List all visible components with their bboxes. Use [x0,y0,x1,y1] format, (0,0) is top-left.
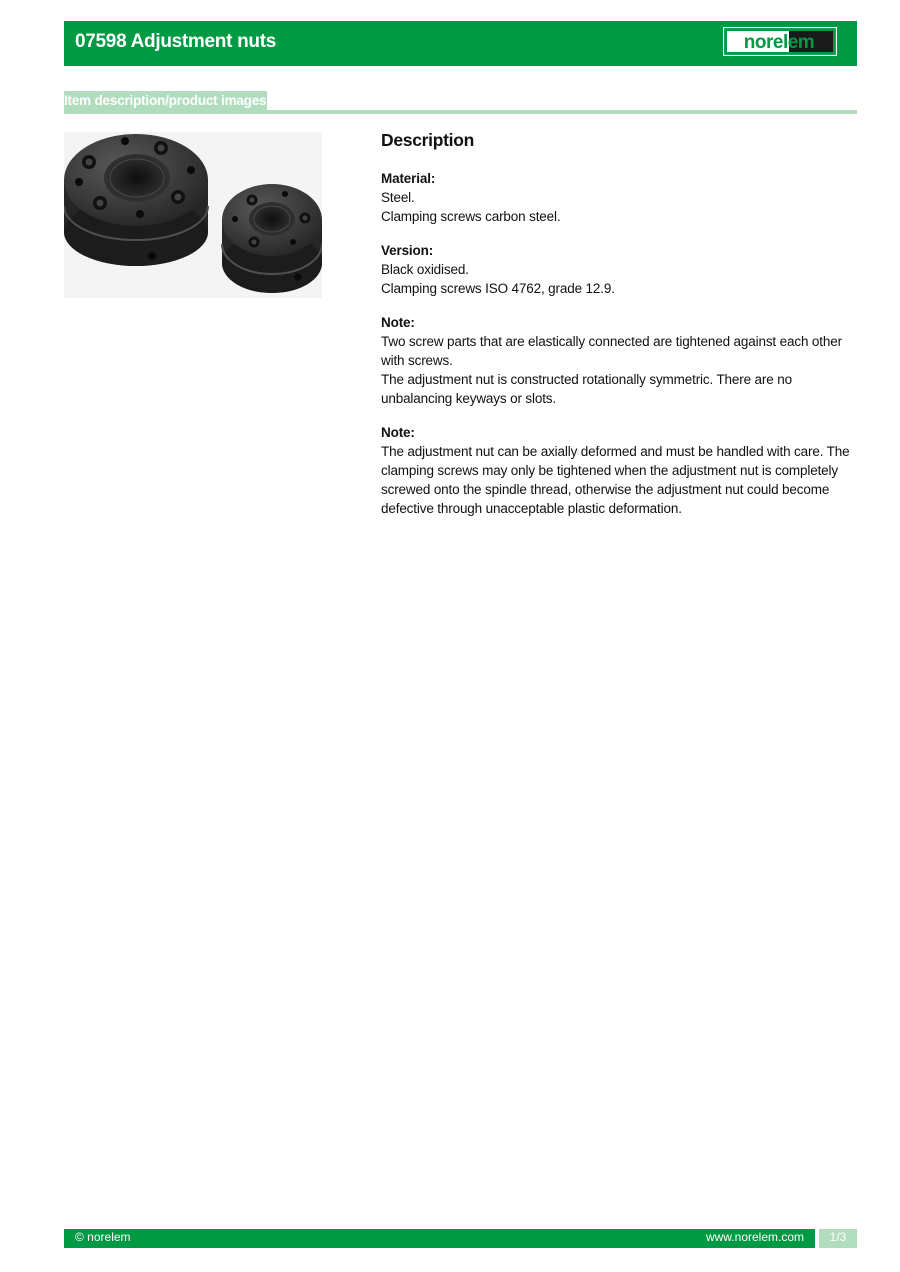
copyright-text: © norelem [75,1230,131,1244]
website-link[interactable]: www.norelem.com [705,1230,804,1244]
description-panel [381,128,857,533]
section-divider [64,110,857,114]
footer-bar [64,1229,815,1248]
section-header [64,91,857,114]
note-block [381,313,857,408]
logo-text: norelem [743,32,815,53]
block-line: The adjustment nut can be axially deformed and must be handled with care. The clamping screws may only be tightened when the adjustment nut is completely screwed onto the spindle thread, otherwise the adjustment nut could become defective through unacceptable plastic deformation. [381,444,850,516]
note-block-2 [381,423,857,518]
block-line: Clamping screws ISO 4762, grade 12.9. [381,281,615,296]
page-title: 07598 Adjustment nuts [75,31,276,52]
small-adjustment-nut [222,184,322,293]
block-line: Steel. [381,190,415,205]
page-header [64,21,857,66]
product-photo [64,132,322,298]
description-title: Description [381,130,474,150]
version-block [381,241,857,298]
block-heading: Material: [381,171,436,186]
material-block [381,169,857,226]
block-line: Black oxidised. [381,262,469,277]
block-heading: Version: [381,243,434,258]
block-line: Clamping screws carbon steel. [381,209,561,224]
norelem-logo [723,27,837,56]
section-title: Item description/product images [64,93,267,108]
block-line: The adjustment nut is constructed rotationally symmetric. There are no unbalancing keyways or slots. [381,372,792,406]
page-footer [64,1229,857,1248]
block-heading: Note: [381,425,415,440]
block-heading: Note: [381,315,415,330]
block-line: Two screw parts that are elastically connected are tightened against each other with screws. [381,334,842,368]
page-number: 1/3 [819,1229,857,1248]
large-adjustment-nut [64,134,208,266]
